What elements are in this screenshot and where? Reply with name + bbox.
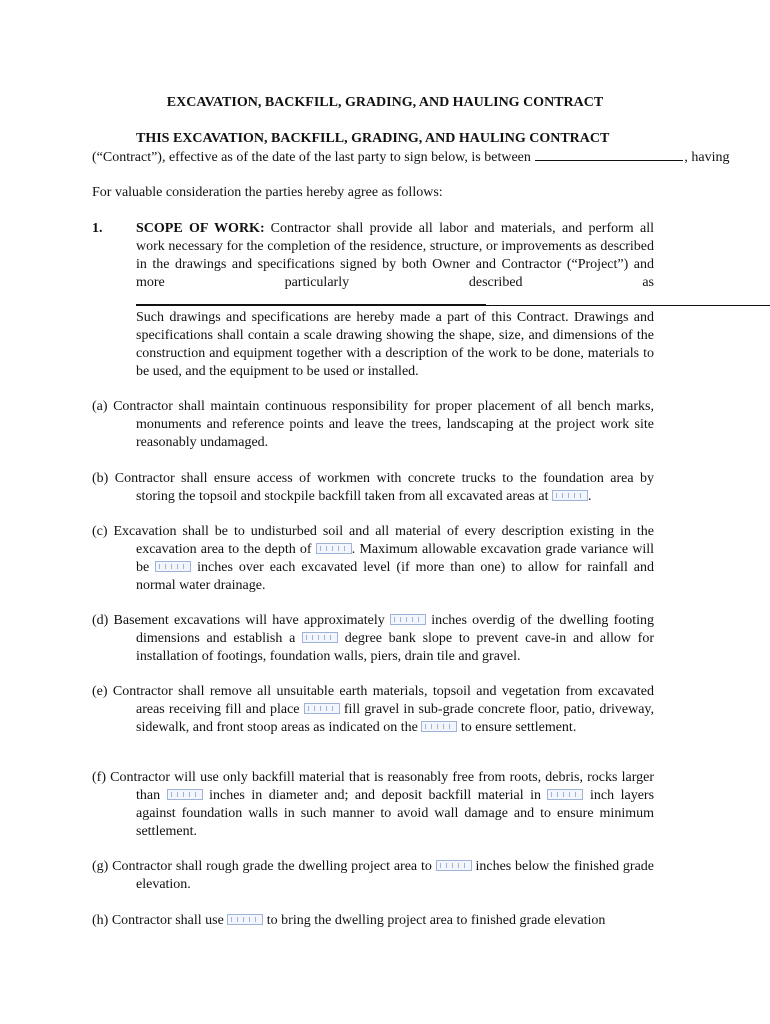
item-e xyxy=(92,683,654,737)
intro-text-end: , having xyxy=(684,150,730,165)
intro-heading: THIS EXCAVATION, BACKFILL, GRADING, AND HAULING CONTRACT xyxy=(136,131,610,146)
intro-line xyxy=(92,148,730,167)
section-number: 1. xyxy=(92,221,103,236)
stockpile-location-field[interactable] xyxy=(552,490,588,501)
item-h-text-2: to bring the dwelling project area to finished grade elevation xyxy=(266,913,606,928)
project-description-field[interactable] xyxy=(136,292,486,305)
item-h xyxy=(92,912,654,930)
item-c-text-2: . Maximum allowable excavation grade variance will be xyxy=(136,542,655,575)
item-f-text-2: inches in diameter and; and deposit backfill material in xyxy=(209,788,541,803)
drawings-paragraph: Such drawings and specifications are hereby made a part of this Contract. Drawings and specifications shall contain a scale drawing showing the shape, size, and dimensions of the construction and equipment together with a description of the work to be done, materials to be used, and the equipment to be used or installed. xyxy=(136,310,654,379)
party-name-field[interactable] xyxy=(535,148,683,161)
item-a: (a) Contractor shall maintain continuous responsibility for proper placement of all bench marks, monuments and reference points and leave the trees, landscaping at the project work site reasonably undamaged. xyxy=(92,399,654,450)
item-d-text-3: degree bank slope to prevent cave-in and allow for installation of footings, foundation walls, piers, drain tile and gravel. xyxy=(136,631,655,664)
intro-text: (“Contract”), effective as of the date of the last party to sign below, is between xyxy=(92,150,531,165)
item-b-end: . xyxy=(587,489,592,504)
item-f-text-3: inch layers against foundation walls in such manner to avoid wall damage and to ensure minimum settlement. xyxy=(136,788,655,839)
project-description-line[interactable] xyxy=(136,305,770,306)
item-c-text: (c) Excavation shall be to undisturbed soil and all material of every description existing in the excavation area to the depth of xyxy=(92,524,654,557)
item-d-text: (d) Basement excavations will have approximately xyxy=(92,613,385,628)
overdig-inches-field[interactable] xyxy=(390,614,426,625)
item-b-text: (b) Contractor shall ensure access of workmen with concrete trucks to the foundation area by storing the topsoil and stockpile backfill taken from all excavated areas at xyxy=(92,471,654,504)
item-c xyxy=(92,523,654,595)
item-g-text: (g) Contractor shall rough grade the dwelling project area to xyxy=(92,859,432,874)
bank-slope-field[interactable] xyxy=(302,632,338,643)
consideration-text: For valuable consideration the parties hereby agree as follows: xyxy=(92,185,443,200)
excavation-depth-field[interactable] xyxy=(316,543,352,554)
fill-gravel-field[interactable] xyxy=(304,703,340,714)
section-heading: SCOPE OF WORK: xyxy=(136,221,265,236)
item-e-text: (e) Contractor shall remove all unsuitable earth materials, topsoil and vegetation from excavated areas receiving fill and place xyxy=(92,684,654,717)
item-e-text-3: to ensure settlement. xyxy=(460,720,577,735)
section-text: Contractor shall provide all labor and materials, and perform all work necessary for the completion of the residence, structure, or improvements as described in the drawings and specifications signed by both Owner and Contractor (“Project”) and more particularly described as xyxy=(136,221,655,290)
item-g-text-2: inches below the finished grade elevation. xyxy=(136,859,655,892)
grade-variance-field[interactable] xyxy=(155,561,191,572)
plans-reference-field[interactable] xyxy=(421,721,457,732)
item-h-text: (h) Contractor shall use xyxy=(92,913,224,928)
item-d xyxy=(92,612,654,666)
rock-size-field[interactable] xyxy=(167,789,203,800)
rough-grade-inches-field[interactable] xyxy=(436,860,472,871)
item-b xyxy=(92,470,654,506)
item-c-text-3: inches over each excavated level (if more than one) to allow for rainfall and normal water drainage. xyxy=(136,560,655,593)
document-title: EXCAVATION, BACKFILL, GRADING, AND HAULING CONTRACT xyxy=(166,95,604,110)
layer-inches-field[interactable] xyxy=(547,789,583,800)
item-f-text: (f) Contractor will use only backfill material that is reasonably free from roots, debris, rocks larger than xyxy=(92,770,654,803)
item-g xyxy=(92,858,654,894)
item-d-text-2: inches overdig of the dwelling footing dimensions and establish a xyxy=(136,613,655,646)
scope-of-work-section xyxy=(136,220,654,311)
finish-grade-material-field[interactable] xyxy=(227,914,263,925)
item-f xyxy=(92,769,654,841)
item-e-text-2: fill gravel in sub-grade concrete floor, patio, driveway, sidewalk, and front stoop areas as indicated on the xyxy=(136,702,655,735)
